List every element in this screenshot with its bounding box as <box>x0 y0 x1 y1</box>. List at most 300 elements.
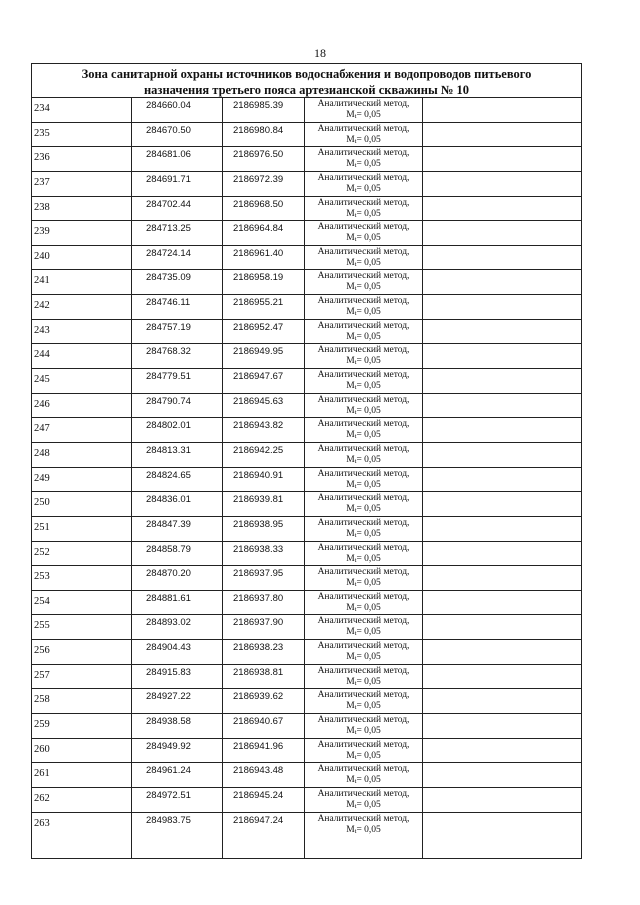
x-coordinate-cell: 284983.75 <box>132 813 223 858</box>
method-accuracy <box>305 726 422 738</box>
accuracy-value: = 0,05 <box>356 356 381 367</box>
method-cell <box>305 246 423 270</box>
accuracy-symbol: M <box>346 183 355 194</box>
point-number-cell: 240 <box>32 246 132 270</box>
accuracy-value: = 0,05 <box>356 282 381 293</box>
method-cell <box>305 714 423 738</box>
point-number-cell: 242 <box>32 295 132 319</box>
notes-cell <box>423 98 581 122</box>
method-name: Аналитический метод, <box>317 517 410 528</box>
notes-cell <box>423 665 581 689</box>
x-coordinate-cell: 284660.04 <box>132 98 223 122</box>
notes-cell <box>423 197 581 221</box>
notes-cell <box>423 591 581 615</box>
notes-cell <box>423 394 581 418</box>
method-cell <box>305 542 423 566</box>
method-name: Аналитический метод, <box>317 148 410 159</box>
method-name: Аналитический метод, <box>317 813 410 824</box>
method-accuracy <box>305 430 422 442</box>
method-accuracy <box>305 701 422 713</box>
accuracy-symbol: M <box>346 454 355 465</box>
notes-cell <box>423 443 581 467</box>
method-cell <box>305 615 423 639</box>
notes-cell <box>423 123 581 147</box>
method-name: Аналитический метод, <box>317 222 410 233</box>
accuracy-symbol: M <box>346 504 355 515</box>
notes-cell <box>423 788 581 812</box>
accuracy-value: = 0,05 <box>356 430 381 441</box>
method-cell <box>305 147 423 171</box>
method-accuracy <box>305 381 422 393</box>
accuracy-symbol: M <box>346 331 355 342</box>
method-accuracy <box>305 554 422 566</box>
accuracy-symbol: M <box>346 726 355 737</box>
method-name: Аналитический метод, <box>317 567 410 578</box>
method-accuracy <box>305 775 422 787</box>
accuracy-subscript: t <box>354 285 357 293</box>
notes-cell <box>423 369 581 393</box>
x-coordinate-cell: 284836.01 <box>132 492 223 516</box>
accuracy-symbol: M <box>346 652 355 663</box>
method-cell <box>305 221 423 245</box>
accuracy-subscript: t <box>354 556 357 564</box>
y-coordinate-cell: 2186940.91 <box>223 468 305 492</box>
x-coordinate-cell: 284779.51 <box>132 369 223 393</box>
table-row <box>32 468 581 493</box>
accuracy-symbol: M <box>346 701 355 712</box>
method-cell <box>305 763 423 787</box>
method-accuracy <box>305 406 422 418</box>
x-coordinate-cell: 284824.65 <box>132 468 223 492</box>
title-line-1: Зона санитарной охраны источников водоснабжения и водопроводов питьевого <box>81 67 532 81</box>
accuracy-symbol: M <box>346 430 355 441</box>
x-coordinate-cell: 284972.51 <box>132 788 223 812</box>
y-coordinate-cell: 2186938.81 <box>223 665 305 689</box>
y-coordinate-cell: 2186942.25 <box>223 443 305 467</box>
method-name: Аналитический метод, <box>317 246 410 257</box>
accuracy-value: = 0,05 <box>356 331 381 342</box>
method-accuracy <box>305 332 422 344</box>
table-row <box>32 197 581 222</box>
y-coordinate-cell: 2186937.90 <box>223 615 305 639</box>
accuracy-symbol: M <box>346 405 355 416</box>
accuracy-symbol: M <box>346 159 355 170</box>
method-cell <box>305 640 423 664</box>
y-coordinate-cell: 2186938.95 <box>223 517 305 541</box>
y-coordinate-cell: 2186943.82 <box>223 418 305 442</box>
x-coordinate-cell: 284713.25 <box>132 221 223 245</box>
method-accuracy <box>305 480 422 492</box>
y-coordinate-cell: 2186958.19 <box>223 270 305 294</box>
point-number-cell: 234 <box>32 98 132 122</box>
notes-cell <box>423 344 581 368</box>
method-name: Аналитический метод, <box>317 591 410 602</box>
x-coordinate-cell: 284746.11 <box>132 295 223 319</box>
method-name: Аналитический метод, <box>317 468 410 479</box>
method-name: Аналитический метод, <box>317 764 410 775</box>
accuracy-subscript: t <box>354 531 357 539</box>
point-number-cell: 253 <box>32 566 132 590</box>
x-coordinate-cell: 284881.61 <box>132 591 223 615</box>
accuracy-symbol: M <box>346 479 355 490</box>
table-row <box>32 665 581 690</box>
accuracy-subscript: t <box>354 162 357 170</box>
accuracy-symbol: M <box>346 578 355 589</box>
y-coordinate-cell: 2186985.39 <box>223 98 305 122</box>
accuracy-subscript: t <box>354 137 357 145</box>
accuracy-value: = 0,05 <box>356 504 381 515</box>
y-coordinate-cell: 2186941.96 <box>223 739 305 763</box>
notes-cell <box>423 714 581 738</box>
accuracy-symbol: M <box>346 528 355 539</box>
method-accuracy <box>305 356 422 368</box>
x-coordinate-cell: 284893.02 <box>132 615 223 639</box>
point-number-cell: 248 <box>32 443 132 467</box>
notes-cell <box>423 813 581 858</box>
point-number-cell: 249 <box>32 468 132 492</box>
x-coordinate-cell: 284735.09 <box>132 270 223 294</box>
x-coordinate-cell: 284813.31 <box>132 443 223 467</box>
method-accuracy <box>305 159 422 171</box>
accuracy-symbol: M <box>346 257 355 268</box>
accuracy-symbol: M <box>346 110 355 120</box>
notes-cell <box>423 295 581 319</box>
accuracy-value: = 0,05 <box>356 799 381 810</box>
x-coordinate-cell: 284757.19 <box>132 320 223 344</box>
accuracy-value: = 0,05 <box>356 824 381 835</box>
y-coordinate-cell: 2186955.21 <box>223 295 305 319</box>
method-accuracy <box>305 110 422 122</box>
table-row <box>32 566 581 591</box>
table-row <box>32 98 581 123</box>
accuracy-value: = 0,05 <box>356 528 381 539</box>
method-accuracy <box>305 529 422 541</box>
method-cell <box>305 344 423 368</box>
table-row <box>32 788 581 813</box>
y-coordinate-cell: 2186964.84 <box>223 221 305 245</box>
method-accuracy <box>305 282 422 294</box>
y-coordinate-cell: 2186937.80 <box>223 591 305 615</box>
y-coordinate-cell: 2186947.67 <box>223 369 305 393</box>
accuracy-subscript: t <box>354 408 357 416</box>
accuracy-symbol: M <box>346 356 355 367</box>
table-row <box>32 542 581 567</box>
title-line-2: назначения третьего пояса артезианской скважины № 10 <box>143 83 470 97</box>
method-cell <box>305 369 423 393</box>
table-row <box>32 369 581 394</box>
point-number-cell: 237 <box>32 172 132 196</box>
method-accuracy <box>305 578 422 590</box>
table-body <box>32 98 581 858</box>
accuracy-subscript: t <box>354 113 357 120</box>
accuracy-value: = 0,05 <box>356 110 381 120</box>
point-number-cell: 256 <box>32 640 132 664</box>
point-number-cell: 252 <box>32 542 132 566</box>
accuracy-symbol: M <box>346 775 355 786</box>
x-coordinate-cell: 284858.79 <box>132 542 223 566</box>
notes-cell <box>423 221 581 245</box>
method-name: Аналитический метод, <box>317 690 410 701</box>
method-cell <box>305 295 423 319</box>
method-accuracy <box>305 751 422 763</box>
accuracy-subscript: t <box>354 630 357 638</box>
method-accuracy <box>305 455 422 467</box>
accuracy-value: = 0,05 <box>356 454 381 465</box>
method-cell <box>305 591 423 615</box>
method-name: Аналитический метод, <box>317 296 410 307</box>
method-accuracy <box>305 184 422 196</box>
table-row <box>32 123 581 148</box>
method-accuracy <box>305 258 422 270</box>
accuracy-value: = 0,05 <box>356 233 381 244</box>
method-cell <box>305 394 423 418</box>
method-name: Аналитический метод, <box>317 665 410 676</box>
method-accuracy <box>305 307 422 319</box>
y-coordinate-cell: 2186947.24 <box>223 813 305 858</box>
method-cell <box>305 320 423 344</box>
y-coordinate-cell: 2186952.47 <box>223 320 305 344</box>
y-coordinate-cell: 2186945.24 <box>223 788 305 812</box>
accuracy-subscript: t <box>354 310 357 318</box>
table-row <box>32 270 581 295</box>
notes-cell <box>423 492 581 516</box>
table-row <box>32 492 581 517</box>
method-cell <box>305 98 423 122</box>
accuracy-symbol: M <box>346 799 355 810</box>
x-coordinate-cell: 284949.92 <box>132 739 223 763</box>
method-name: Аналитический метод, <box>317 419 410 430</box>
notes-cell <box>423 246 581 270</box>
x-coordinate-cell: 284691.71 <box>132 172 223 196</box>
notes-cell <box>423 147 581 171</box>
method-accuracy <box>305 135 422 147</box>
accuracy-value: = 0,05 <box>356 183 381 194</box>
coordinates-table <box>31 63 582 859</box>
method-cell <box>305 270 423 294</box>
accuracy-symbol: M <box>346 627 355 638</box>
method-name: Аналитический метод, <box>317 542 410 553</box>
method-accuracy <box>305 209 422 221</box>
accuracy-value: = 0,05 <box>356 652 381 663</box>
table-row <box>32 147 581 172</box>
table-row <box>32 763 581 788</box>
point-number-cell: 246 <box>32 394 132 418</box>
method-cell <box>305 418 423 442</box>
x-coordinate-cell: 284681.06 <box>132 147 223 171</box>
method-name: Аналитический метод, <box>317 394 410 405</box>
table-row <box>32 591 581 616</box>
table-row <box>32 739 581 764</box>
accuracy-subscript: t <box>354 359 357 367</box>
x-coordinate-cell: 284870.20 <box>132 566 223 590</box>
notes-cell <box>423 615 581 639</box>
y-coordinate-cell: 2186968.50 <box>223 197 305 221</box>
point-number-cell: 239 <box>32 221 132 245</box>
method-name: Аналитический метод, <box>317 271 410 282</box>
table-row <box>32 394 581 419</box>
x-coordinate-cell: 284961.24 <box>132 763 223 787</box>
accuracy-value: = 0,05 <box>356 701 381 712</box>
method-cell <box>305 443 423 467</box>
x-coordinate-cell: 284847.39 <box>132 517 223 541</box>
table-row <box>32 517 581 542</box>
method-name: Аналитический метод, <box>317 370 410 381</box>
method-cell <box>305 197 423 221</box>
accuracy-subscript: t <box>354 729 357 737</box>
method-accuracy <box>305 652 422 664</box>
accuracy-subscript: t <box>354 507 357 515</box>
y-coordinate-cell: 2186938.33 <box>223 542 305 566</box>
accuracy-symbol: M <box>346 208 355 219</box>
accuracy-value: = 0,05 <box>356 159 381 170</box>
point-number-cell: 254 <box>32 591 132 615</box>
y-coordinate-cell: 2186937.95 <box>223 566 305 590</box>
accuracy-symbol: M <box>346 676 355 687</box>
accuracy-subscript: t <box>354 211 357 219</box>
method-accuracy <box>305 825 422 837</box>
y-coordinate-cell: 2186943.48 <box>223 763 305 787</box>
accuracy-symbol: M <box>346 307 355 318</box>
table-row <box>32 418 581 443</box>
table-row <box>32 714 581 739</box>
accuracy-subscript: t <box>354 236 357 244</box>
accuracy-value: = 0,05 <box>356 602 381 613</box>
notes-cell <box>423 763 581 787</box>
x-coordinate-cell: 284702.44 <box>132 197 223 221</box>
table-row <box>32 813 581 858</box>
accuracy-symbol: M <box>346 233 355 244</box>
table-row <box>32 295 581 320</box>
method-name: Аналитический метод, <box>317 715 410 726</box>
accuracy-subscript: t <box>354 679 357 687</box>
accuracy-symbol: M <box>346 282 355 293</box>
page-number: 18 <box>314 46 326 60</box>
accuracy-symbol: M <box>346 134 355 145</box>
accuracy-symbol: M <box>346 602 355 613</box>
point-number-cell: 241 <box>32 270 132 294</box>
accuracy-subscript: t <box>354 827 357 835</box>
point-number-cell: 238 <box>32 197 132 221</box>
accuracy-symbol: M <box>346 553 355 564</box>
accuracy-subscript: t <box>354 260 357 268</box>
notes-cell <box>423 270 581 294</box>
notes-cell <box>423 640 581 664</box>
table-row <box>32 689 581 714</box>
x-coordinate-cell: 284802.01 <box>132 418 223 442</box>
accuracy-value: = 0,05 <box>356 307 381 318</box>
accuracy-symbol: M <box>346 381 355 392</box>
notes-cell <box>423 320 581 344</box>
notes-cell <box>423 517 581 541</box>
method-name: Аналитический метод, <box>317 345 410 356</box>
table-row <box>32 443 581 468</box>
accuracy-value: = 0,05 <box>356 553 381 564</box>
table-title <box>32 64 581 98</box>
method-name: Аналитический метод, <box>317 616 410 627</box>
x-coordinate-cell: 284790.74 <box>132 394 223 418</box>
method-name: Аналитический метод, <box>317 197 410 208</box>
accuracy-subscript: t <box>354 581 357 589</box>
notes-cell <box>423 542 581 566</box>
notes-cell <box>423 739 581 763</box>
method-accuracy <box>305 504 422 516</box>
x-coordinate-cell: 284670.50 <box>132 123 223 147</box>
accuracy-value: = 0,05 <box>356 479 381 490</box>
notes-cell <box>423 566 581 590</box>
accuracy-subscript: t <box>354 433 357 441</box>
point-number-cell: 243 <box>32 320 132 344</box>
accuracy-value: = 0,05 <box>356 134 381 145</box>
accuracy-subscript: t <box>354 334 357 342</box>
point-number-cell: 250 <box>32 492 132 516</box>
accuracy-symbol: M <box>346 750 355 761</box>
x-coordinate-cell: 284768.32 <box>132 344 223 368</box>
point-number-cell: 261 <box>32 763 132 787</box>
method-name: Аналитический метод, <box>317 641 410 652</box>
method-cell <box>305 665 423 689</box>
y-coordinate-cell: 2186972.39 <box>223 172 305 196</box>
accuracy-value: = 0,05 <box>356 676 381 687</box>
table-row <box>32 640 581 665</box>
y-coordinate-cell: 2186945.63 <box>223 394 305 418</box>
accuracy-value: = 0,05 <box>356 381 381 392</box>
accuracy-value: = 0,05 <box>356 775 381 786</box>
accuracy-subscript: t <box>354 704 357 712</box>
point-number-cell: 259 <box>32 714 132 738</box>
method-name: Аналитический метод, <box>317 739 410 750</box>
point-number-cell: 255 <box>32 615 132 639</box>
x-coordinate-cell: 284915.83 <box>132 665 223 689</box>
method-cell <box>305 172 423 196</box>
method-name: Аналитический метод, <box>317 320 410 331</box>
accuracy-value: = 0,05 <box>356 750 381 761</box>
y-coordinate-cell: 2186939.81 <box>223 492 305 516</box>
table-row <box>32 221 581 246</box>
notes-cell <box>423 468 581 492</box>
method-cell <box>305 689 423 713</box>
y-coordinate-cell: 2186961.40 <box>223 246 305 270</box>
point-number-cell: 257 <box>32 665 132 689</box>
point-number-cell: 245 <box>32 369 132 393</box>
point-number-cell: 235 <box>32 123 132 147</box>
accuracy-value: = 0,05 <box>356 578 381 589</box>
x-coordinate-cell: 284724.14 <box>132 246 223 270</box>
method-cell <box>305 788 423 812</box>
method-name: Аналитический метод, <box>317 99 410 109</box>
table-row <box>32 172 581 197</box>
method-name: Аналитический метод, <box>317 123 410 134</box>
method-cell <box>305 813 423 858</box>
accuracy-value: = 0,05 <box>356 726 381 737</box>
y-coordinate-cell: 2186940.67 <box>223 714 305 738</box>
point-number-cell: 263 <box>32 813 132 858</box>
table-row <box>32 246 581 271</box>
y-coordinate-cell: 2186939.62 <box>223 689 305 713</box>
point-number-cell: 260 <box>32 739 132 763</box>
table-row <box>32 320 581 345</box>
accuracy-subscript: t <box>354 778 357 786</box>
method-cell <box>305 492 423 516</box>
notes-cell <box>423 418 581 442</box>
accuracy-subscript: t <box>354 457 357 465</box>
method-name: Аналитический метод, <box>317 443 410 454</box>
accuracy-subscript: t <box>354 655 357 663</box>
method-accuracy <box>305 677 422 689</box>
method-cell <box>305 739 423 763</box>
accuracy-subscript: t <box>354 753 357 761</box>
point-number-cell: 262 <box>32 788 132 812</box>
accuracy-subscript: t <box>354 384 357 392</box>
